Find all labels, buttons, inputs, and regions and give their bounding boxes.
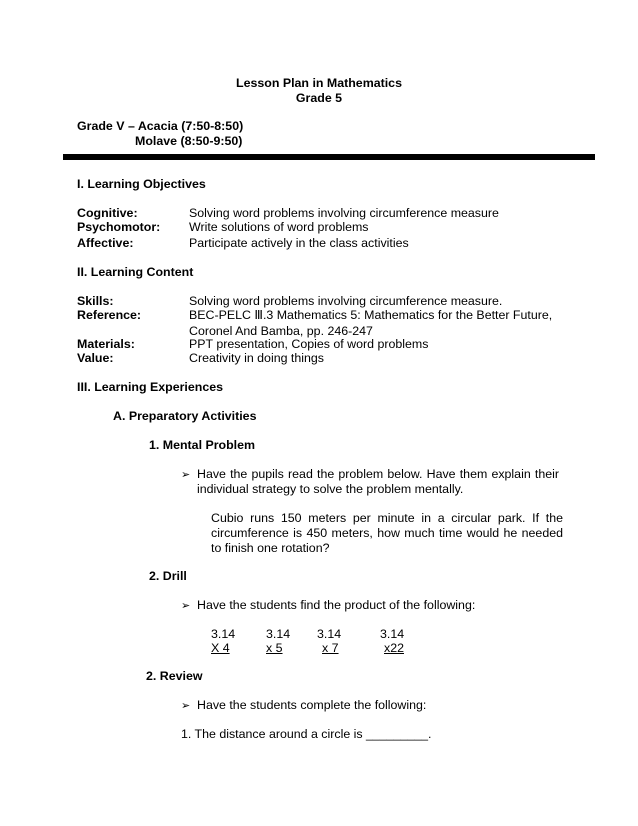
mental-bullet-text: Have the pupils read the problem below. Have them explain their individual strategy to solve the problem mentally.: [197, 467, 559, 496]
cognitive-value: Solving word problems involving circumference measure: [189, 206, 499, 220]
drill-top-1: 3.14: [211, 627, 236, 641]
arrow-bullet-icon: ➢: [181, 599, 191, 612]
review-item-1: 1. The distance around a circle is _________.: [181, 727, 432, 741]
drill-bottom-4: x22: [384, 641, 404, 655]
value-label: Value:: [77, 351, 114, 365]
section-line-2: Molave (8:50-9:50): [135, 134, 243, 148]
review-bullet-text: Have the students complete the following:: [197, 698, 427, 712]
experiences-heading: III. Learning Experiences: [77, 380, 223, 394]
affective-value: Participate actively in the class activities: [189, 236, 409, 250]
value-value: Creativity in doing things: [189, 351, 324, 365]
drill-bullet-text: Have the students find the product of the following:: [197, 598, 476, 612]
drill-top-2: 3.14: [266, 627, 291, 641]
materials-label: Materials:: [77, 337, 135, 351]
section-line-1: Grade V – Acacia (7:50-8:50): [77, 119, 244, 133]
mental-problem-text: Cubio runs 150 meters per minute in a circular park. If the circumference is 450 meters, how much time would he needed to finish one rotation?: [211, 511, 563, 555]
skills-label: Skills:: [77, 294, 114, 308]
drill-bottom-1: X 4: [211, 641, 230, 655]
content-heading: II. Learning Content: [77, 265, 194, 279]
reference-value-2: Coronel And Bamba, pp. 246-247: [189, 324, 373, 338]
skills-value: Solving word problems involving circumference measure.: [189, 294, 503, 308]
header-divider: [63, 154, 595, 160]
drill-heading: 2. Drill: [149, 569, 187, 583]
psychomotor-value: Write solutions of word problems: [189, 220, 369, 234]
page-title: Lesson Plan in Mathematics: [236, 76, 402, 90]
objectives-heading: I. Learning Objectives: [77, 177, 206, 191]
reference-value-1: BEC-PELC Ⅲ.3 Mathematics 5: Mathematics for the Better Future,: [189, 308, 553, 322]
arrow-bullet-icon: ➢: [181, 699, 191, 712]
mental-problem-heading: 1. Mental Problem: [149, 438, 256, 452]
drill-top-4: 3.14: [380, 627, 405, 641]
page-subtitle: Grade 5: [295, 91, 343, 105]
materials-value: PPT presentation, Copies of word problems: [189, 337, 429, 351]
drill-bottom-2: x 5: [266, 641, 283, 655]
review-heading: 2. Review: [146, 669, 203, 683]
affective-label: Affective:: [77, 236, 134, 250]
reference-label: Reference:: [77, 308, 142, 322]
psychomotor-label: Psychomotor:: [77, 220, 161, 234]
arrow-bullet-icon: ➢: [181, 468, 191, 481]
preparatory-heading: A. Preparatory Activities: [113, 409, 257, 423]
drill-bottom-3: x 7: [322, 641, 339, 655]
cognitive-label: Cognitive:: [77, 206, 138, 220]
drill-top-3: 3.14: [317, 627, 342, 641]
